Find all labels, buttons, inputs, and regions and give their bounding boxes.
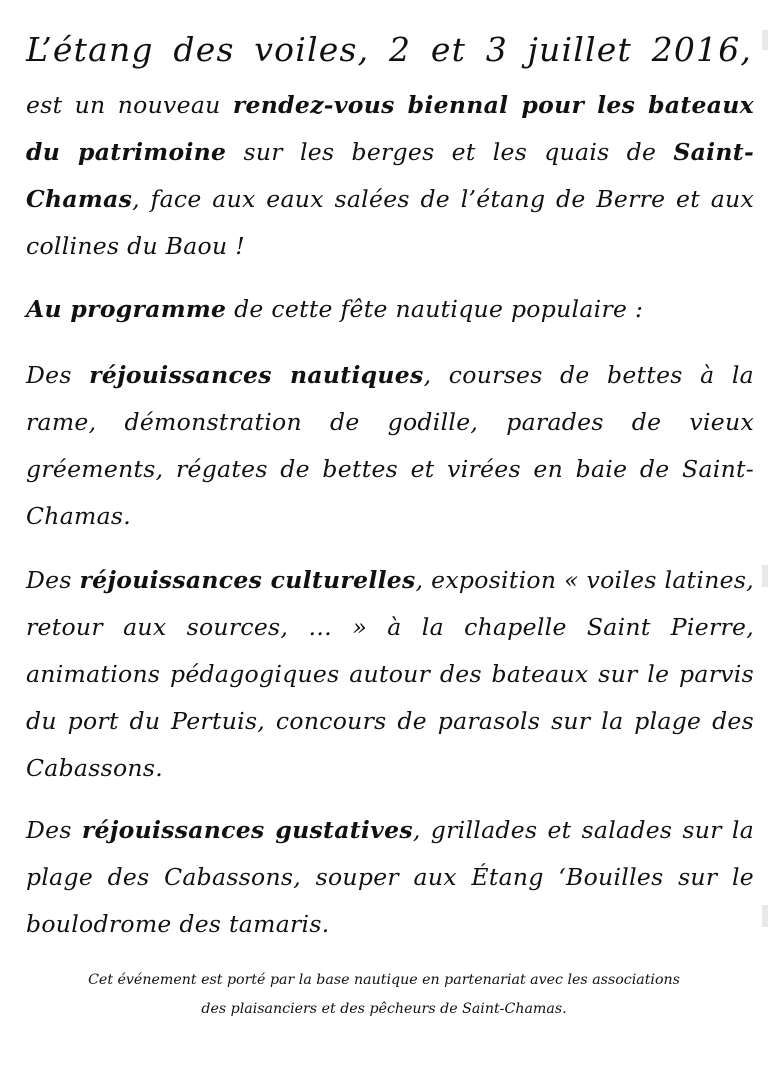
nautiques-lead: Des: [26, 361, 90, 389]
nautiques-text: , courses de bettes à la rame, démonstration de godille, parades de vieux gréements, régates de bettes et virées en baie de Saint-Chamas.: [26, 361, 754, 530]
culturelles-bold: réjouissances culturelles: [79, 566, 416, 594]
gustatives-bold: réjouissances gustatives: [81, 816, 413, 844]
credit-line-1: Cet événement est porté par la base nautique en partenariat avec les associations: [88, 972, 680, 988]
intro-bold-rendezvous: rendez-vous biennal pour les bateaux du patrimoine: [26, 91, 754, 166]
gustatives-paragraph: [26, 807, 754, 948]
intro-bold-saint-chamas: Saint-Chamas: [26, 138, 754, 213]
culturelles-lead: Des: [26, 566, 80, 594]
scan-edge-mark: [762, 905, 768, 927]
programme-text: de cette fête nautique populaire :: [226, 295, 644, 323]
culturelles-paragraph: [26, 557, 754, 792]
intro-paragraph: [26, 82, 754, 270]
intro-text-2: sur les berges et les quais de: [226, 138, 674, 166]
intro-text-1: est un nouveau: [26, 91, 233, 119]
gustatives-text: , grillades et salades sur la plage des Cabassons, souper aux Étang ‘Bouilles sur le boulodrome des tamaris.: [26, 816, 755, 938]
event-title: L’étang des voiles, 2 et 3 juillet 2016,: [26, 30, 753, 69]
culturelles-text: , exposition « voiles latines, retour aux sources, … » à la chapelle Saint Pierre, animations pédagogiques autour des bateaux sur le parvis du port du Pertuis, concours de parasols sur la plage des Cabassons.: [26, 566, 754, 782]
scan-edge-mark: [762, 565, 768, 587]
credit-note: [20, 966, 748, 1024]
nautiques-paragraph: [26, 352, 754, 540]
scan-edge-mark: [762, 30, 768, 50]
programme-paragraph: [26, 286, 754, 333]
programme-bold: Au programme: [26, 295, 227, 323]
credit-line-2: des plaisanciers et des pêcheurs de Saint-Chamas.: [201, 1001, 567, 1017]
nautiques-bold: réjouissances nautiques: [89, 361, 424, 389]
gustatives-lead: Des: [26, 816, 82, 844]
intro-text-3: , face aux eaux salées de l’étang de Berre et aux collines du Baou !: [26, 185, 754, 260]
